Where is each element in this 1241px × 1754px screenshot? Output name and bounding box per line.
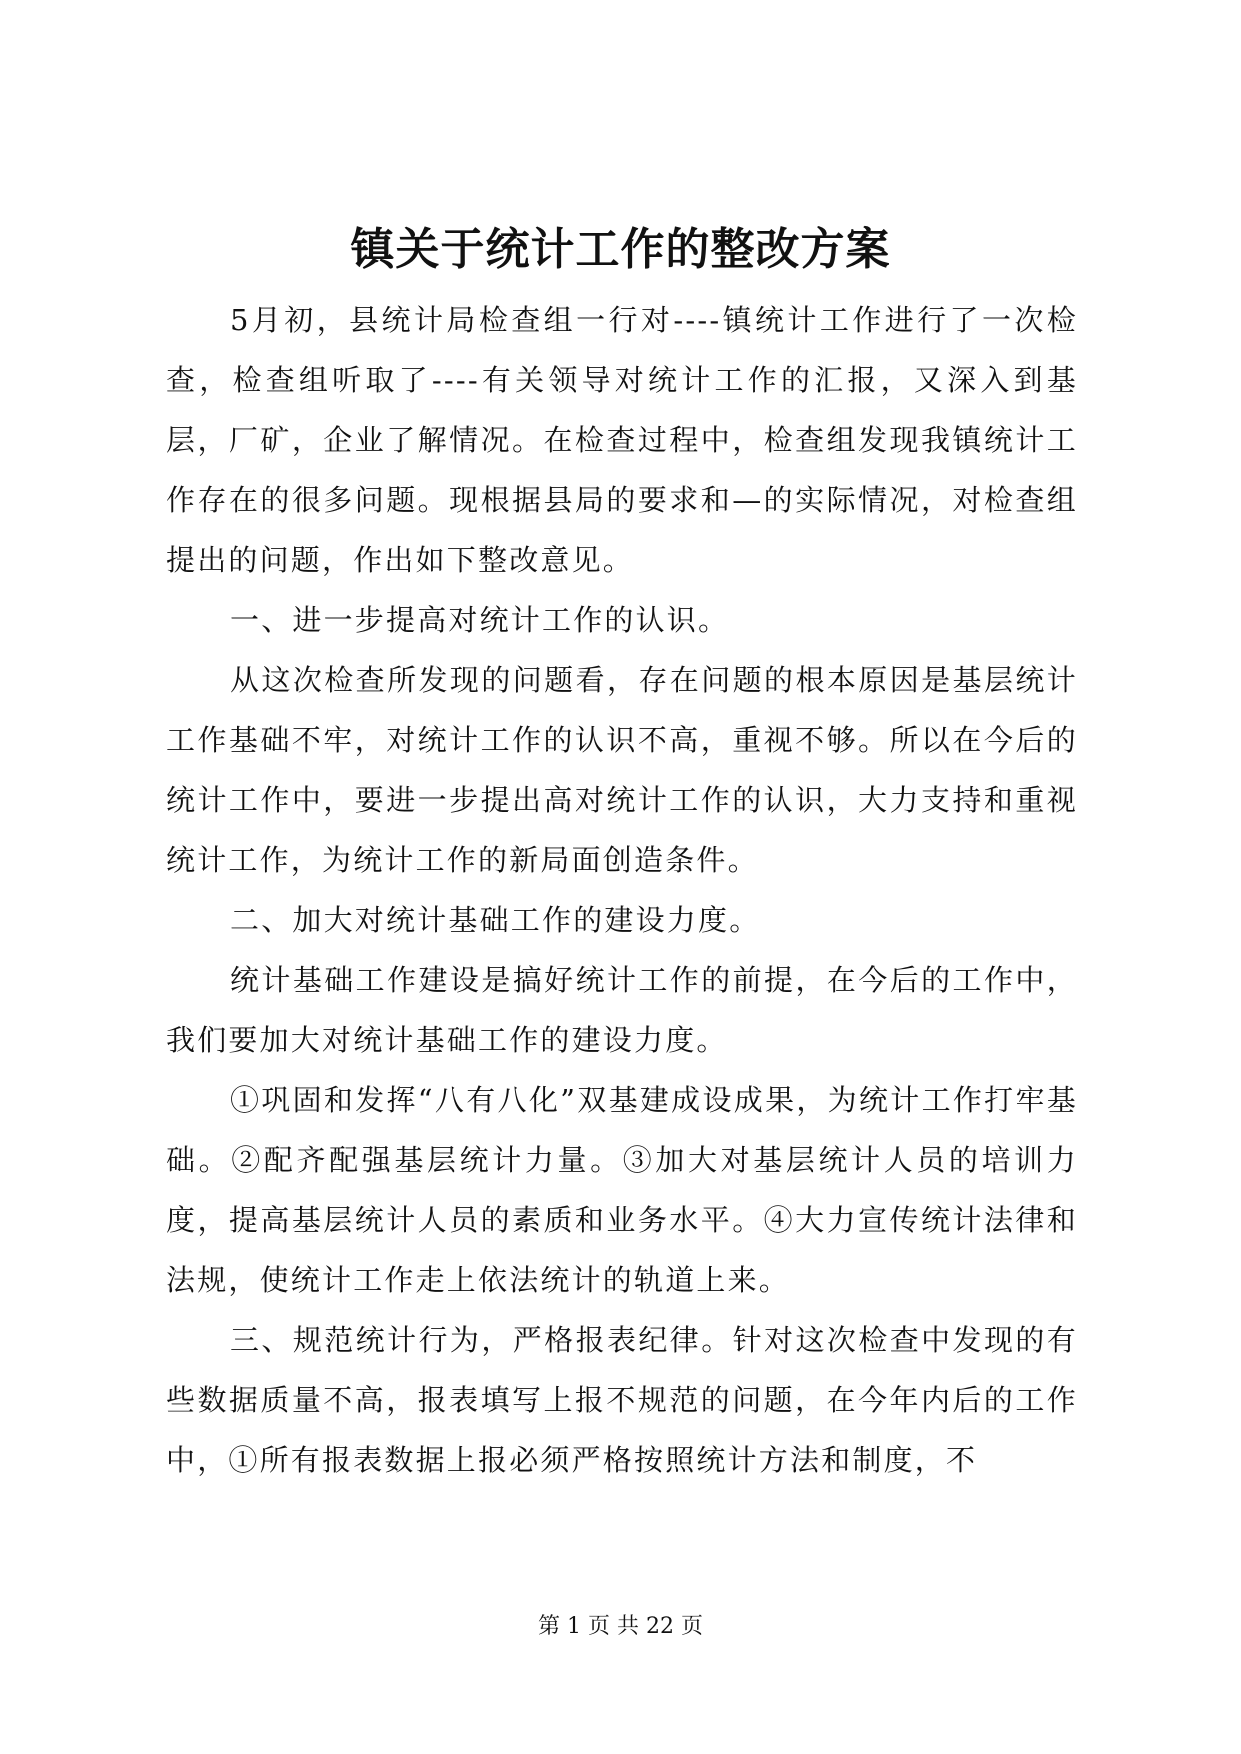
document-title: 镇关于统计工作的整改方案 xyxy=(350,224,891,275)
section-heading-1: 一、进一步提高对统计工作的认识。 xyxy=(230,603,730,637)
paragraph-section-2-measures: ①巩固和发挥“八有八化”双基建成设成果，为统计工作打牢基础。②配齐配强基层统计力量。③加大对基层统计人员的培训力度，提高基层统计人员的素质和业务水平。④大力宣传统计法律和法规，使统计工作走上依法统计的轨道上来。 xyxy=(166,1083,1078,1297)
section-heading-2: 二、加大对统计基础工作的建设力度。 xyxy=(230,903,761,937)
section-heading-3-paragraph: 三、规范统计行为，严格报表纪律。针对这次检查中发现的有些数据质量不高，报表填写上报不规范的问题，在今年内后的工作中，①所有报表数据上报必须严格按照统计方法和制度，不 xyxy=(166,1323,1078,1477)
paragraph-intro: 5月初，县统计局检查组一行对----镇统计工作进行了一次检查，检查组听取了----有关领导对统计工作的汇报，又深入到基层，厂矿，企业了解情况。在检查过程中，检查组发现我镇统计工作存在的很多问题。现根据县局的要求和—的实际情况，对检查组提出的问题，作出如下整改意见。 xyxy=(166,303,1078,577)
paragraph-section-1: 从这次检查所发现的问题看，存在问题的根本原因是基层统计工作基础不牢，对统计工作的认识不高，重视不够。所以在今后的统计工作中，要进一步提出高对统计工作的认识，大力支持和重视统计工作，为统计工作的新局面创造条件。 xyxy=(166,663,1078,877)
paragraph-section-2: 统计基础工作建设是搞好统计工作的前提，在今后的工作中，我们要加大对统计基础工作的建设力度。 xyxy=(166,963,1078,1057)
document-body xyxy=(166,290,1078,1490)
page-number-footer: 第 1 页 共 22 页 xyxy=(538,1614,703,1639)
